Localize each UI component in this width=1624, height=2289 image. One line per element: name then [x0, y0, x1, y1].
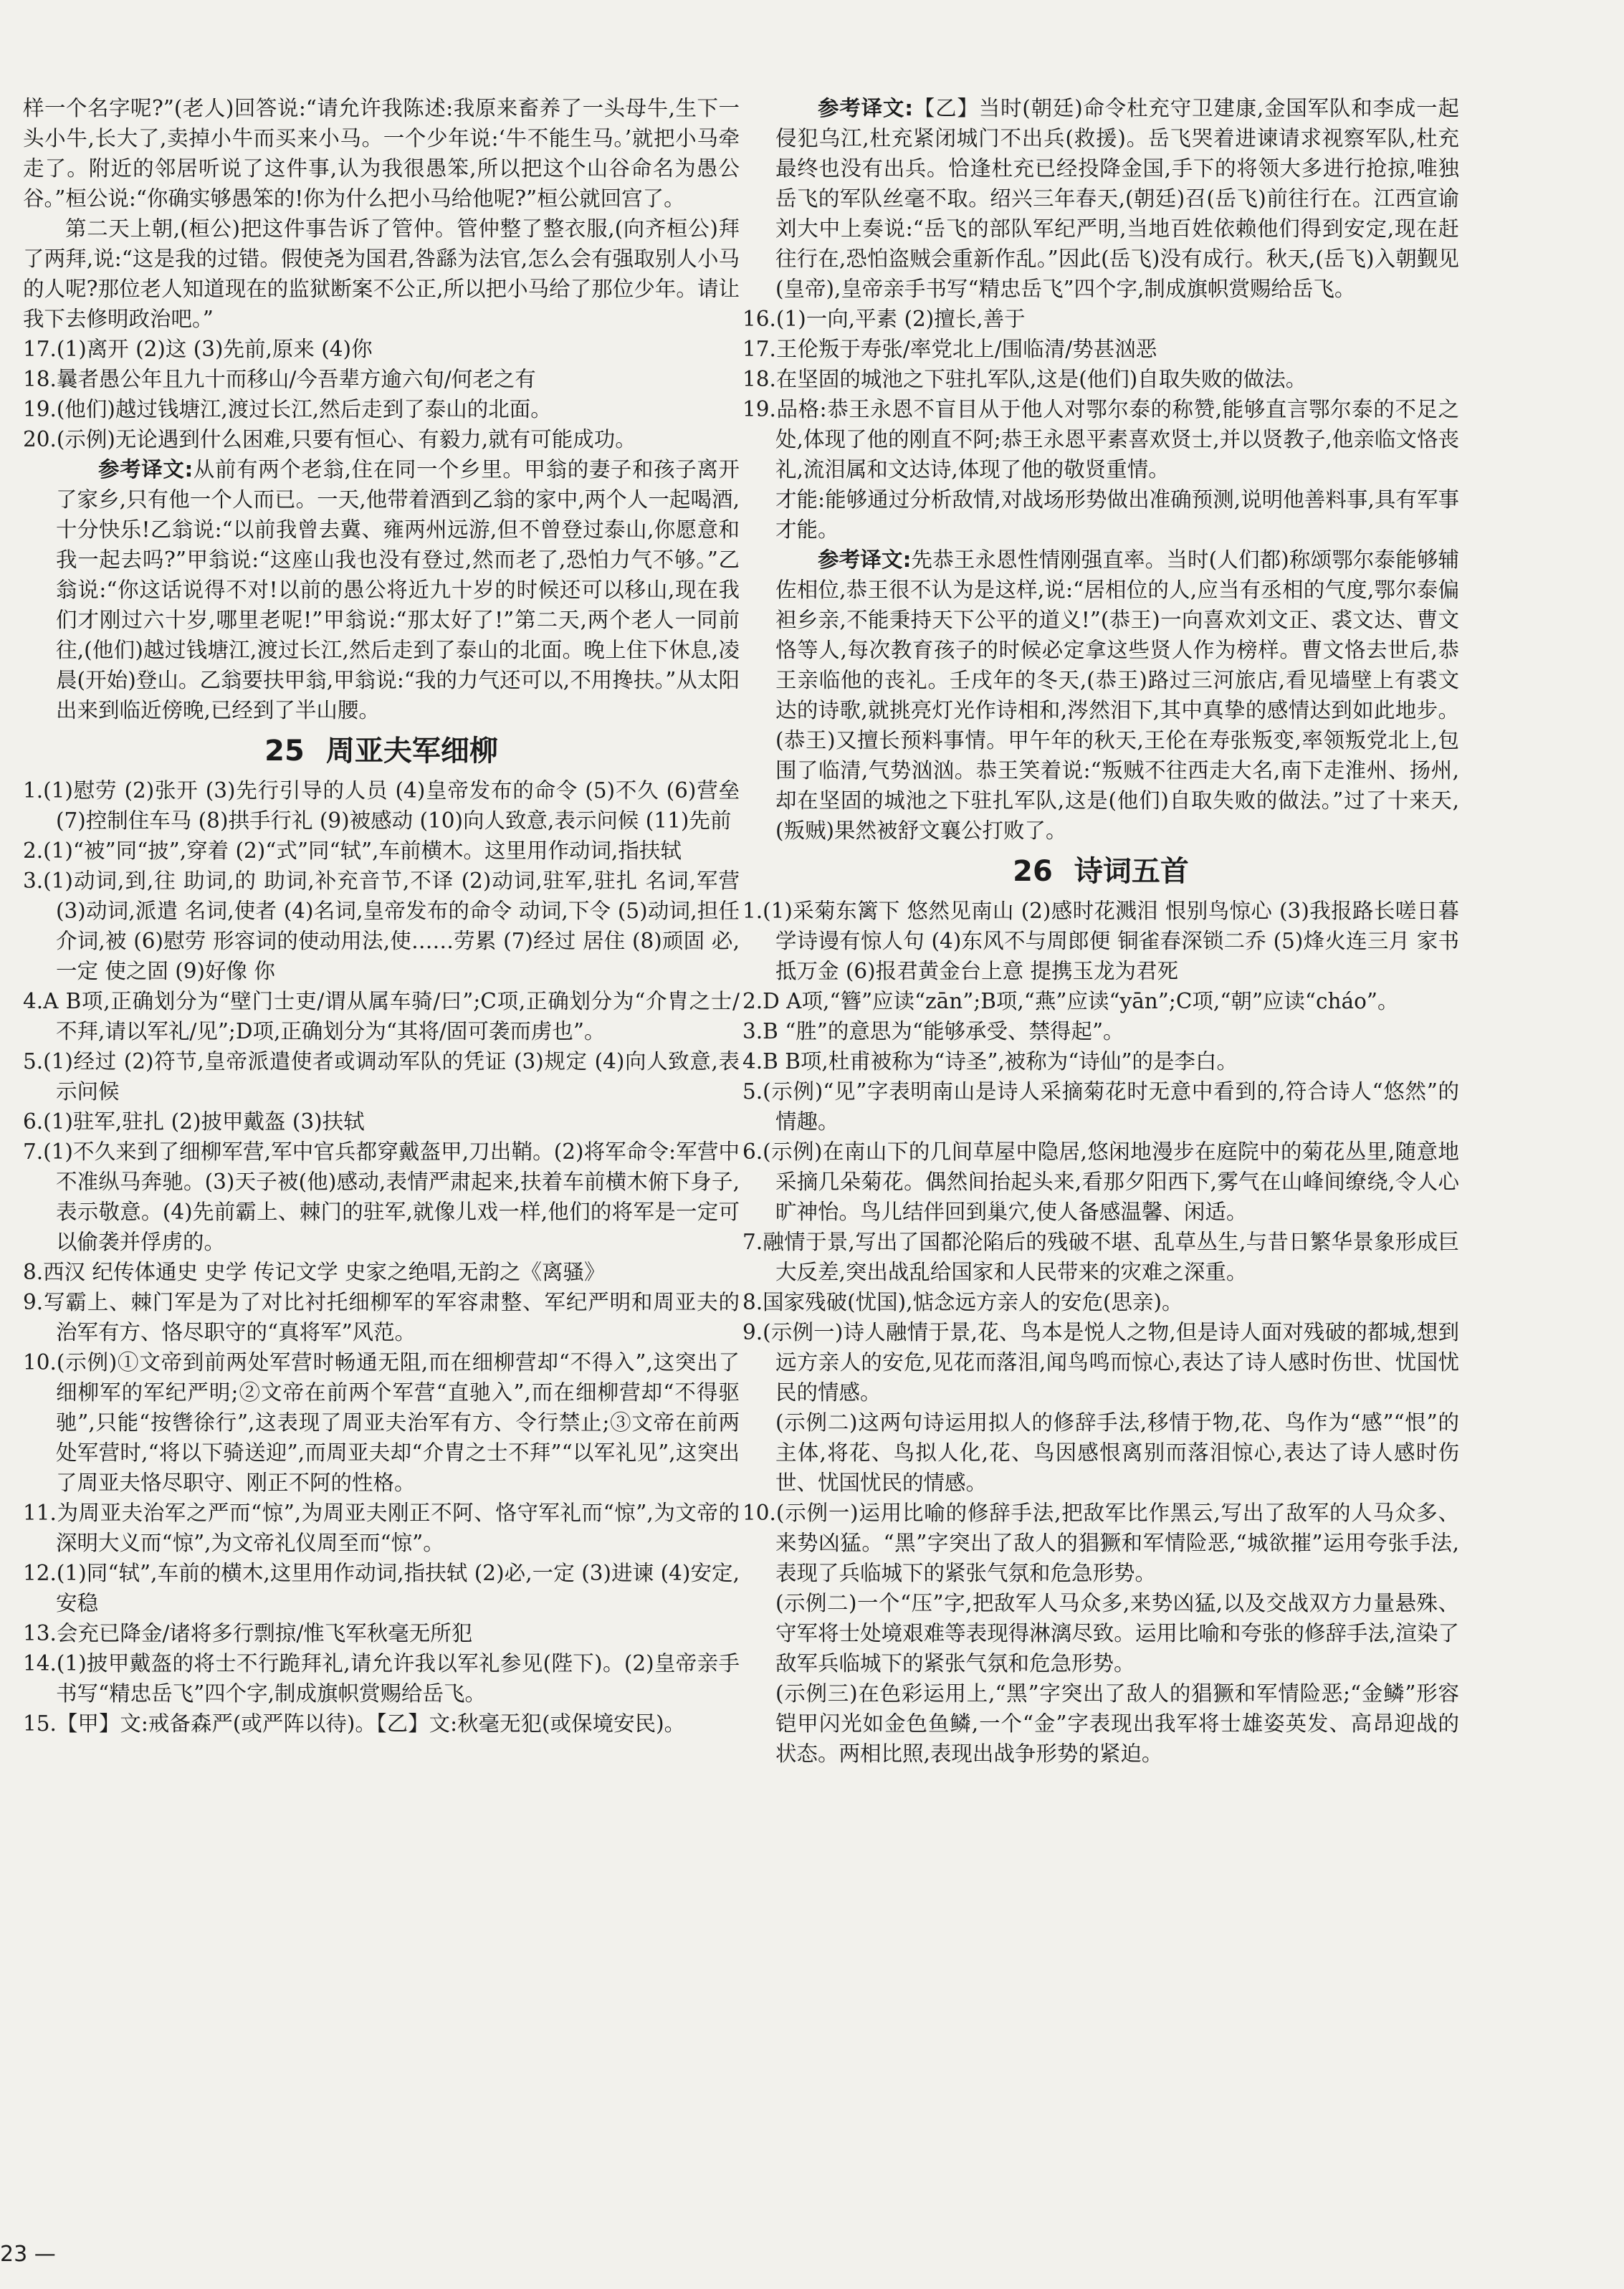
section-title: 诗词五首 [1074, 855, 1189, 888]
translation-paragraph [742, 545, 1459, 846]
section-number: 25 [264, 735, 305, 768]
answer-item: 2.D A项,“簪”应读“zān”;B项,“燕”应读“yān”;C项,“朝”应读“cháo”。 [742, 989, 1399, 1013]
section-heading-26 [742, 851, 1459, 892]
answer-item: 1.(1)采菊东篱下 悠然见南山 (2)感时花溅泪 恨别鸟惊心 (3)我报路长嗟日暮 学诗谩有惊人句 (4)东风不与周郎便 铜雀春深锁二乔 (5)烽火连三月 家书抵万金 (6)报君黄金台上意 提携玉龙为君死 [742, 899, 1459, 983]
translation-paragraph [742, 93, 1459, 304]
answer-item: 16.(1)一向,平素 (2)擅长,善于 [742, 307, 1026, 331]
answer-item-continuation: (示例二)一个“压”字,把敌军人马众多,来势凶猛,以及交战双方力量悬殊、守军将士处境艰难等表现得淋漓尽致。运用比喻和夸张的修辞手法,渲染了敌军兵临城下的紧张气氛和危急形势。 [775, 1591, 1459, 1676]
answer-item: 10.(示例一)运用比喻的修辞手法,把敌军比作黑云,写出了敌军的人马众多、来势凶猛。“黑”字突出了敌人的猖獗和军情险恶,“城欲摧”运用夸张手法,表现了兵临城下的紧张气氛和危急形势。 [742, 1501, 1459, 1585]
answer-item: 19.(他们)越过钱塘江,渡过长江,然后走到了泰山的北面。 [23, 397, 552, 421]
section-heading-25 [23, 731, 740, 771]
answer-item: 4.A B项,正确划分为“壁门士吏/谓从属车骑/曰”;C项,正确划分为“介胄之士/不拜,请以军礼/见”;D项,正确划分为“其将/固可袭而虏也”。 [23, 989, 740, 1043]
translation-text: 【乙】当时(朝廷)命令杜充守卫建康,金国军队和李成一起侵犯乌江,杜充紧闭城门不出兵(救援)。岳飞哭着进谏请求视察军队,杜充最终也没有出兵。恰逢杜充已经投降金国,手下的将领大多进行抢掠,唯独岳飞的军队丝毫不取。绍兴三年春天,(朝廷)召(岳飞)前往行在。江西宣谕刘大中上奏说:“岳飞的部队军纪严明,当地百姓依赖他们得到安定,现在赶往行在,恐怕盗贼会重新作乱。”因此(岳飞)没有成行。秋天,(岳飞)入朝觐见(皇帝),皇帝亲手书写“精忠岳飞”四个字,制成旗帜赏赐给岳飞。 [775, 96, 1459, 301]
answer-item: 7.融情于景,写出了国都沦陷后的残破不堪、乱草丛生,与昔日繁华景象形成巨大反差,突出战乱给国家和人民带来的灾难之深重。 [742, 1230, 1459, 1284]
answer-item: 14.(1)披甲戴盔的将士不行跪拜礼,请允许我以军礼参见(陛下)。(2)皇帝亲手书写“精忠岳飞”四个字,制成旗帜赏赐给岳飞。 [23, 1651, 740, 1706]
answer-item: 3.(1)动词,到,往 助词,的 助词,补充音节,不译 (2)动词,驻军,驻扎 名词,军营 (3)动词,派遣 名词,使者 (4)名词,皇帝发布的命令 动词,下令 (5)动词,担任 介词,被 (6)慰劳 形容词的使动用法,使……劳累 (7)经过 居住 (8)顽固 必,一定 使之固 (9)好像 你 [23, 869, 740, 983]
answer-item-continuation: (示例二)这两句诗运用拟人的修辞手法,移情于物,花、鸟作为“感”“恨”的主体,将花、鸟拟人化,花、鸟因感恨离别而落泪惊心,表达了诗人感时伤世、忧国忧民的情感。 [775, 1410, 1459, 1495]
right-column [742, 93, 1459, 1769]
intro-paragraph: 第二天上朝,(桓公)把这件事告诉了管仲。管仲整了整衣服,(向齐桓公)拜了两拜,说:“这是我的过错。假使尧为国君,咎繇为法官,怎么会有强取别人小马的人呢?那位老人知道现在的监狱断案不公正,所以把小马给了那位少年。请让我下去修明政治吧。” [23, 216, 740, 331]
answer-item-continuation: 才能:能够通过分析敌情,对战场形势做出准确预测,说明他善料事,具有军事才能。 [775, 487, 1459, 542]
answer-item: 9.(示例一)诗人融情于景,花、鸟本是悦人之物,但是诗人面对残破的都城,想到远方亲人的安危,见花而落泪,闻鸟鸣而惊心,表达了诗人感时伤世、忧国忧民的情感。 [742, 1320, 1459, 1405]
answer-item: 17.王伦叛于寿张/率党北上/围临清/势甚汹恶 [742, 337, 1157, 361]
answer-item-continuation: (示例三)在色彩运用上,“黑”字突出了敌人的猖獗和军情险恶;“金鳞”形容铠甲闪光如金色鱼鳞,一个“金”字表现出我军将士雄姿英发、高昂迎战的状态。两相比照,表现出战争形势的紧迫。 [775, 1681, 1459, 1766]
answer-item: 18.在坚固的城池之下驻扎军队,这是(他们)自取失败的做法。 [742, 367, 1307, 391]
answer-item: 11.为周亚夫治军之严而“惊”,为周亚夫刚正不阿、恪守军礼而“惊”,为文帝的深明大义而“惊”,为文帝礼仪周至而“惊”。 [23, 1501, 740, 1555]
answer-item: 9.写霸上、棘门军是为了对比衬托细柳军的军容肃整、军纪严明和周亚夫的治军有方、恪尽职守的“真将军”风范。 [23, 1290, 740, 1344]
answer-item: 13.会充已降金/诸将多行剽掠/惟飞军秋毫无所犯 [23, 1621, 473, 1645]
answer-item: 7.(1)不久来到了细柳军营,军中官兵都穿戴盔甲,刀出鞘。(2)将军命令:军营中不准纵马奔驰。(3)天子被(他)感动,表情严肃起来,扶着车前横木俯下身子,表示敬意。(4)先前霸上、棘门的驻军,就像儿戏一样,他们的将军是一定可以偷袭并俘虏的。 [23, 1139, 740, 1254]
answer-item: 8.国家残破(忧国),惦念远方亲人的安危(思亲)。 [742, 1290, 1183, 1314]
left-column [23, 93, 740, 1739]
translation-label: 参考译文: [98, 457, 194, 482]
answer-item: 5.(示例)“见”字表明南山是诗人采摘菊花时无意中看到的,符合诗人“悠然”的情趣。 [742, 1079, 1459, 1134]
answer-item: 20.(示例)无论遇到什么困难,只要有恒心、有毅力,就有可能成功。 [23, 427, 636, 451]
answer-item: 12.(1)同“轼”,车前的横木,这里用作动词,指扶轼 (2)必,一定 (3)进谏 (4)安定,安稳 [23, 1561, 740, 1615]
section-title: 周亚夫军细柳 [325, 735, 498, 768]
translation-text: 先恭王永恩性情刚强直率。当时(人们都)称颂鄂尔泰能够辅佐相位,恭王很不认为是这样,说:“居相位的人,应当有丞相的气度,鄂尔泰偏袒乡亲,不能秉持天下公平的道义!”(恭王)一向喜欢刘文正、裘文达、曹文恪等人,每次教育孩子的时候必定拿这些贤人作为榜样。曹文恪去世后,恭王亲临他的丧礼。壬戌年的冬天,(恭王)路过三河旅店,看见墙壁上有裘文达的诗歌,就挑亮灯光作诗相和,涔然泪下,其中真挚的感情达到如此地步。(恭王)又擅长预料事情。甲午年的秋天,王伦在寿张叛变,率领叛党北上,包围了临清,气势汹汹。恭王笑着说:“叛贼不往西走大名,南下走淮州、扬州,却在坚固的城池之下驻扎军队,这是(他们)自取失败的做法。”过了十来天,(叛贼)果然被舒文襄公打败了。 [775, 548, 1459, 843]
answer-item: 15.【甲】文:戒备森严(或严阵以待)。【乙】文:秋毫无犯(或保境安民)。 [23, 1711, 686, 1736]
answer-item: 18.曩者愚公年且九十而移山/今吾辈方逾六旬/何老之有 [23, 367, 536, 391]
intro-paragraph: 样一个名字呢?”(老人)回答说:“请允许我陈述:我原来畜养了一头母牛,生下一头小牛,长大了,卖掉小牛而买来小马。一个少年说:‘牛不能生马。’就把小马牵走了。附近的邻居听说了这件事,认为我很愚笨,所以把这个山谷命名为愚公谷。”桓公说:“你确实够愚笨的!你为什么把小马给他呢?”桓公就回宫了。 [23, 96, 740, 211]
answer-item: 8.西汉 纪传体通史 史学 传记文学 史家之绝唱,无韵之《离骚》 [23, 1260, 606, 1284]
answer-item: 2.(1)“被”同“披”,穿着 (2)“式”同“轼”,车前横木。这里用作动词,指扶轼 [23, 838, 682, 863]
translation-text: 从前有两个老翁,住在同一个乡里。甲翁的妻子和孩子离开了家乡,只有他一个人而已。一天,他带着酒到乙翁的家中,两个人一起喝酒,十分快乐!乙翁说:“以前我曾去冀、雍两州远游,但不曾登过泰山,你愿意和我一起去吗?”甲翁说:“这座山我也没有登过,然而老了,恐怕力气不够。”乙翁说:“你这话说得不对!以前的愚公将近九十岁的时候还可以移山,现在我们才刚过六十岁,哪里老呢!”甲翁说:“那太好了!”第二天,两个老人一同前往,(他们)越过钱塘江,渡过长江,然后走到了泰山的北面。晚上住下休息,凌晨(开始)登山。乙翁要扶甲翁,甲翁说:“我的力气还可以,不用搀扶。”从太阳出来到临近傍晚,已经到了半山腰。 [56, 457, 740, 722]
answer-item: 5.(1)经过 (2)符节,皇帝派遣使者或调动军队的凭证 (3)规定 (4)向人致意,表示问候 [23, 1049, 740, 1104]
section-number: 26 [1013, 855, 1053, 888]
answer-item: 17.(1)离开 (2)这 (3)先前,原来 (4)你 [23, 337, 373, 361]
answer-item: 19.品格:恭王永恩不盲目从于他人对鄂尔泰的称赞,能够直言鄂尔泰的不足之处,体现了他的刚直不阿;恭王永恩平素喜欢贤士,并以贤教子,他亲临文恪丧礼,流泪属和文达诗,体现了他的敬贤重情。 [742, 397, 1459, 482]
answer-item: 6.(1)驻军,驻扎 (2)披甲戴盔 (3)扶轼 [23, 1109, 365, 1134]
translation-label: 参考译文: [818, 548, 912, 572]
answer-item: 3.B “胜”的意思为“能够承受、禁得起”。 [742, 1019, 1124, 1043]
answer-item: 10.(示例)①文帝到前两处军营时畅通无阻,而在细柳营却“不得入”,这突出了细柳军的军纪严明;②文帝在前两个军营“直驰入”,而在细柳营却“不得驱驰”,只能“按辔徐行”,这表现了周亚夫治军有方、令行禁止;③文帝在前两处军营时,“将以下骑送迎”,而周亚夫却“介胄之士不拜”“以军礼见”,这突出了周亚夫恪尽职守、刚正不阿的性格。 [23, 1350, 740, 1495]
translation-paragraph [23, 454, 740, 725]
page-number: 23 — [0, 2242, 56, 2267]
translation-label: 参考译文: [818, 96, 913, 120]
answer-item: 6.(示例)在南山下的几间草屋中隐居,悠闲地漫步在庭院中的菊花丛里,随意地采摘几朵菊花。偶然间抬起头来,看那夕阳西下,雾气在山峰间缭绕,令人心旷神怡。鸟儿结伴回到巢穴,使人备感温馨、闲适。 [742, 1139, 1459, 1224]
answer-item: 4.B B项,杜甫被称为“诗圣”,被称为“诗仙”的是李白。 [742, 1049, 1238, 1074]
answer-item: 1.(1)慰劳 (2)张开 (3)先行引导的人员 (4)皇帝发布的命令 (5)不久 (6)营垒 (7)控制住车马 (8)拱手行礼 (9)被感动 (10)向人致意,表示问候 (11)先前 [23, 778, 740, 833]
